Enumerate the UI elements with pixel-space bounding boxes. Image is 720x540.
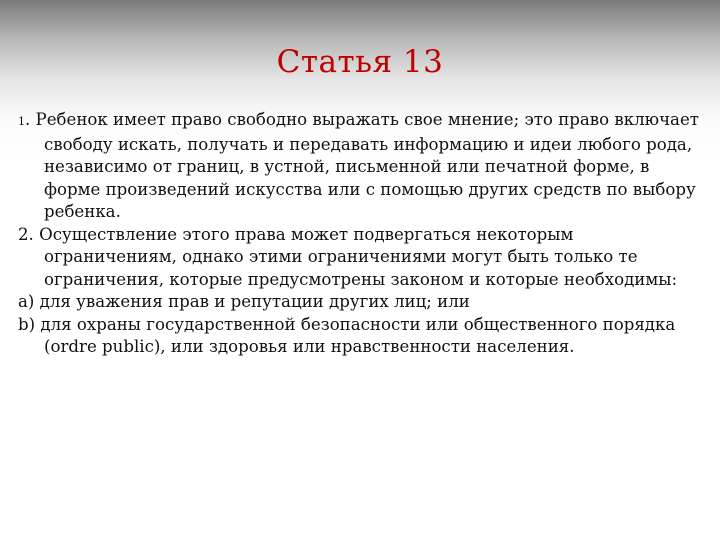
article-item-a bbox=[18, 291, 702, 314]
article-item-b bbox=[18, 314, 702, 359]
paragraph-number: 1 bbox=[18, 115, 25, 128]
article-paragraph-1 bbox=[18, 109, 702, 224]
article-paragraph-2 bbox=[18, 224, 702, 292]
paragraph-text: . Ребенок имеет право свободно выражать свое мнение; это право включает свободу искать, получать и передавать информацию и идеи любого рода, независимо от границ, в устной, письменной или печатной форме, в форме произведений искусства или с помощью других средств по выбору ребенка. bbox=[25, 110, 699, 221]
paragraph-text: 2. Осуществление этого права может подвергаться некоторым ограничениям, однако этими ограничениями могут быть только те ограничения, которые предусмотрены законом и которые необходимы: bbox=[18, 224, 678, 289]
article-body bbox=[18, 109, 702, 359]
paragraph-text: a) для уважения прав и репутации других лиц; или bbox=[18, 292, 470, 311]
paragraph-text: b) для охраны государственной безопасности или общественного порядка (ordre public), или здоровья или нравственности населения. bbox=[18, 314, 676, 356]
slide-title: Статья 13 bbox=[276, 44, 444, 80]
